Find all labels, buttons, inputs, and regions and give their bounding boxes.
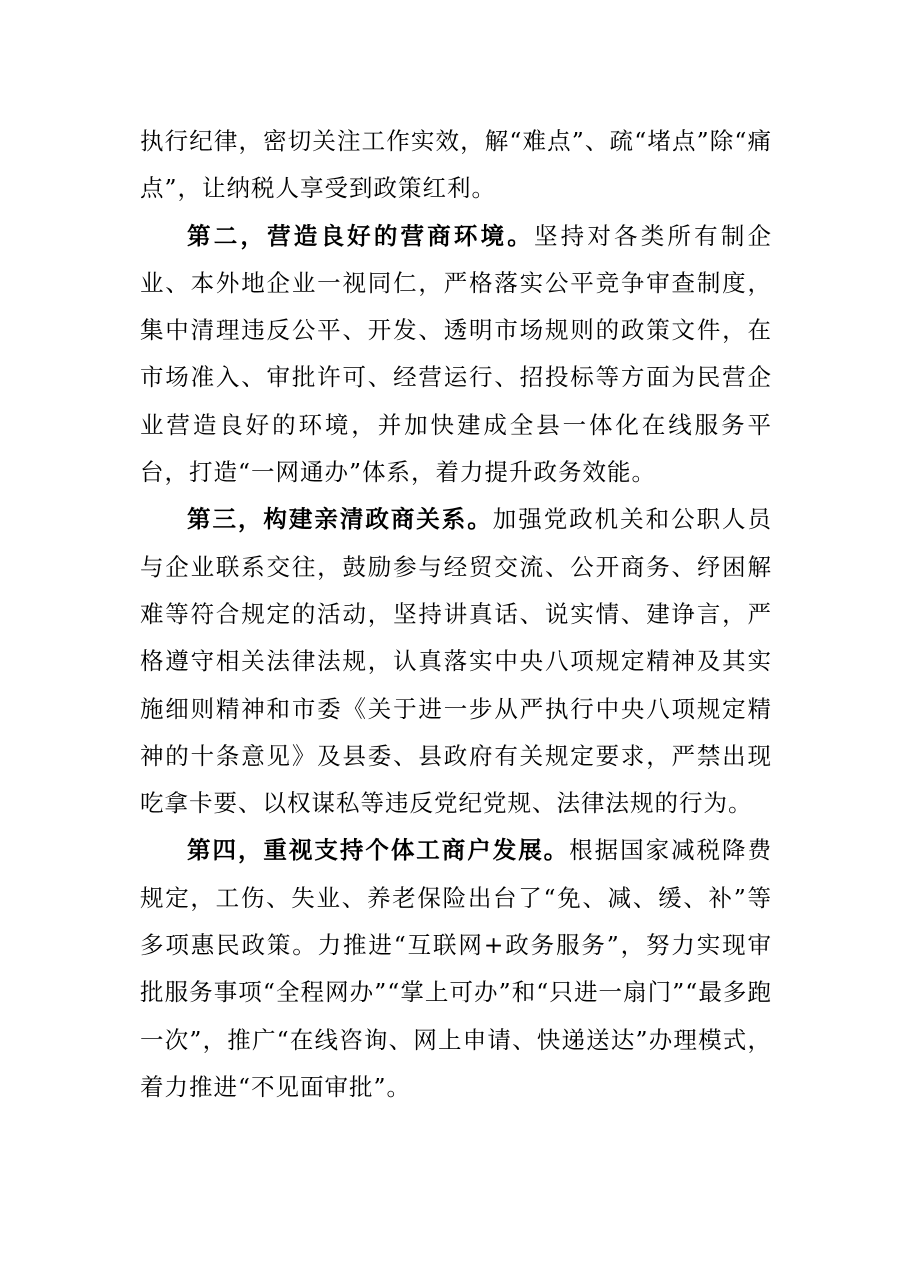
paragraph-body-text: 加强党政机关和公职人员与企业联系交往，鼓励参与经贸交流、公开商务、纾困解难等符合规定的活动，坚持讲真话、说实情、建诤言，严格遵守相关法律法规，认真落实中央八项规定精神及其实施细则精神和市委《关于进一步从严执行中央八项规定精神的十条意见》及县委、县政府有关规定要求，严禁出现吃拿卡要、以权谋私等违反党纪党规、法律法规的行为。 [140, 505, 773, 818]
document-body [140, 118, 772, 1111]
paragraph-individual-business-support [140, 827, 772, 1111]
paragraph-body-text: 根据国家减税降费规定，工伤、失业、养老保险出台了“免、减、缓、补”等多项惠民政策。力推进“互联网+政务服务”，努力实现审批服务事项“全程网办”“掌上可办”和“只进一扇门”“最多跑一次”，推广“在线咨询、网上申请、快递送达”办理模式，着力推进“不见面审批”。 [140, 836, 773, 1101]
paragraph-heading: 第三，构建亲清政商关系。 [187, 505, 493, 534]
paragraph-heading: 第四，重视支持个体工商户发展。 [187, 836, 570, 865]
paragraph-body-text: 执行纪律，密切关注工作实效，解“难点”、疏“堵点”除“痛点”，让纳税人享受到政策红利。 [140, 127, 772, 203]
paragraph-government-business-relations [140, 496, 772, 827]
paragraph-business-environment [140, 213, 772, 497]
paragraph-body-text: 坚持对各类所有制企业、本外地企业一视同仁，严格落实公平竞争审查制度，集中清理违反公平、开发、透明市场规则的政策文件，在市场准入、审批许可、经营运行、招投标等方面为民营企业营造良好的环境，并加快建成全县一体化在线服务平台，打造“一网通办”体系，着力提升政务效能。 [140, 221, 773, 487]
paragraph-continuation [140, 118, 772, 213]
paragraph-heading: 第二，营造良好的营商环境。 [187, 221, 534, 250]
